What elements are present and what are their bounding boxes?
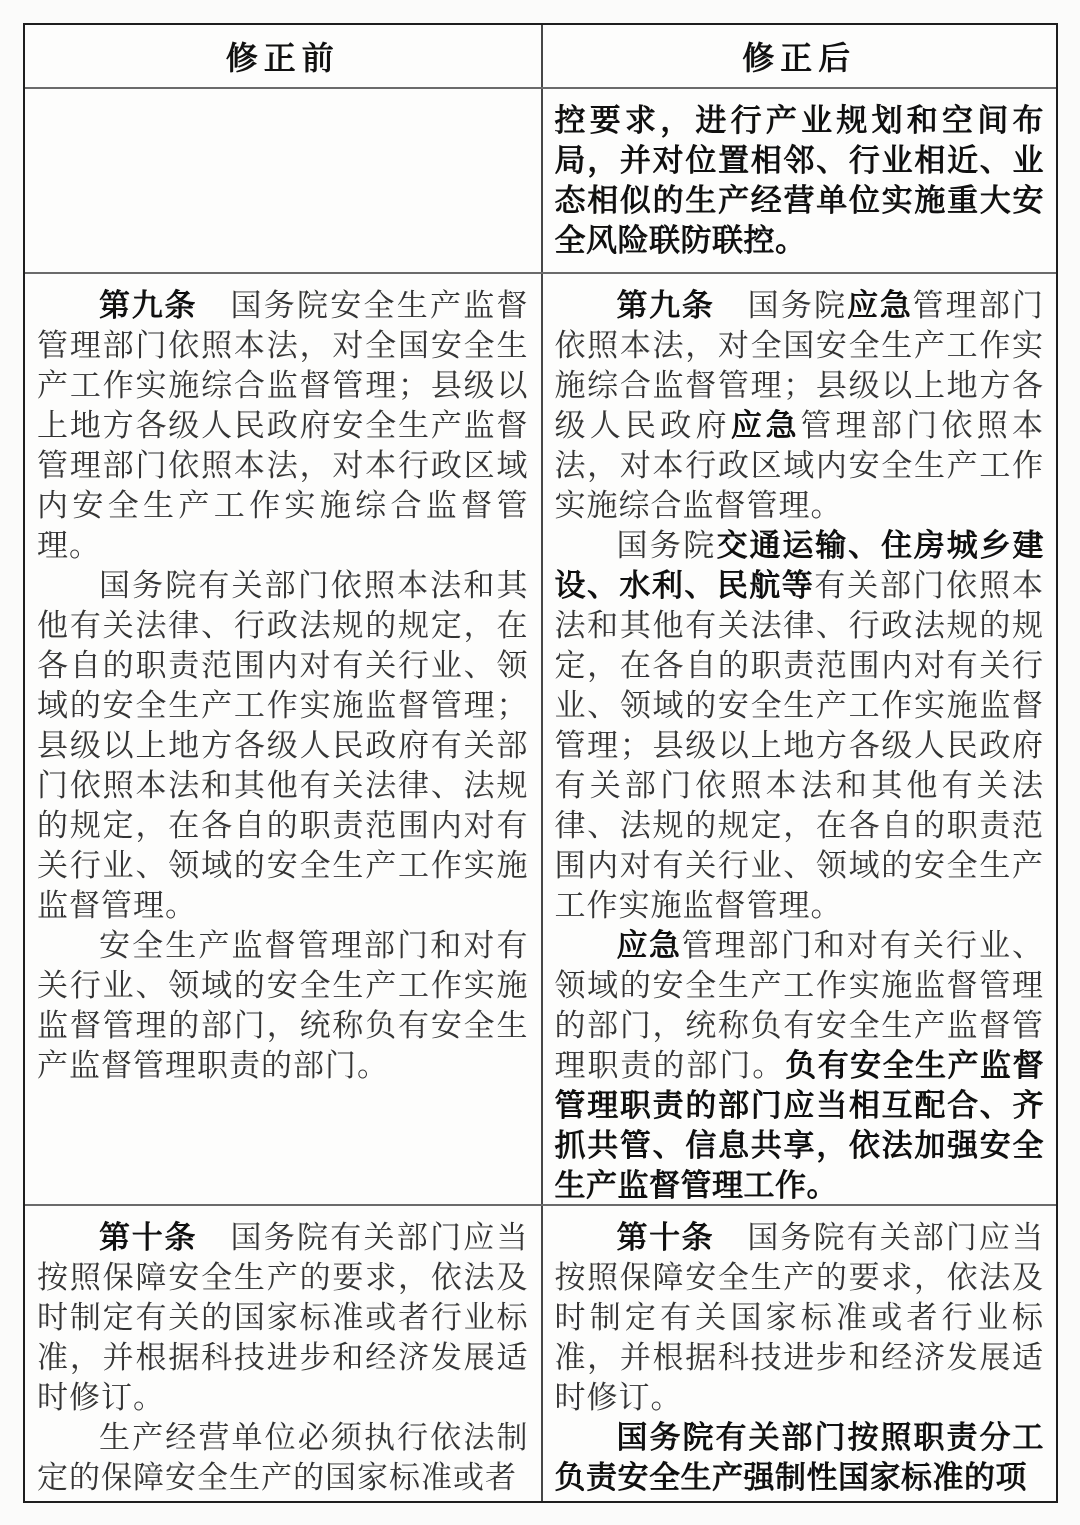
paragraph	[555, 1218, 1045, 1418]
amended-text: 应急	[616, 928, 682, 963]
body-text: 管理部门依照本法，对全国安全生产工作实施综合监督管理；县级以上地方各级人民政府	[554, 288, 1045, 443]
paragraph	[37, 286, 529, 566]
paragraph	[555, 286, 1045, 526]
paragraph	[37, 1418, 529, 1498]
amended-text: 第九条	[616, 288, 715, 323]
paragraph	[555, 526, 1045, 926]
amended-text: 国务院有关部门按照职责分工负责安全生产强制性国家标准的项	[554, 1420, 1044, 1495]
body-text: 有关部门依照本法和其他有关法律、行政法规的规定，在各自的职责范围内对有关行业、领域的安全生产工作实施监督管理；县级以上地方各级人民政府有关部门依照本法和其他有关法律、法规的规定，在各自的职责范围内对有关行业、领域的安全生产工作实施监督管理。	[554, 568, 1045, 923]
column-header-after: 修正后	[541, 25, 1057, 87]
paragraph	[555, 1418, 1045, 1498]
cell-before	[25, 89, 541, 272]
body-text: 管理部门依照本法，对本行政区域内安全生产工作实施综合监督管理。	[554, 408, 1045, 523]
body-text: 管理部门和对有关行业、领域的安全生产工作实施监督管理的部门，统称负有安全生产监督管理职责的部门。	[554, 928, 1045, 1083]
body-text: 国务院有关部门应当按照保障安全生产的要求，依法及时制定有关的国家标准或者行业标准，并根据科技进步和经济发展适时修订。	[37, 1220, 529, 1415]
table-header-row	[25, 25, 1056, 89]
amendment-comparison-table	[23, 23, 1058, 1503]
amended-text: 控要求，进行产业规划和空间布局，并对位置相邻、行业相近、业态相似的生产经营单位实施重大安全风险联防联控。	[554, 103, 1044, 258]
cell-after	[541, 274, 1057, 1204]
paragraph	[37, 566, 529, 926]
paragraph	[37, 1218, 529, 1418]
body-text: 生产经营单位必须执行依法制定的保障安全生产的国家标准或者	[37, 1420, 529, 1495]
paragraph	[37, 926, 529, 1086]
continued-paragraph	[555, 101, 1045, 261]
body-text: 国务院	[714, 288, 848, 323]
amended-text: 应急	[730, 408, 801, 443]
table-row	[25, 89, 1056, 274]
amended-text: 第十条	[99, 1220, 198, 1255]
amended-text: 第十条	[616, 1220, 715, 1255]
cell-before	[25, 1206, 541, 1501]
body-text: 国务院安全生产监督管理部门依照本法，对全国安全生产工作实施综合监督管理；县级以上地方各级人民政府安全生产监督管理部门依照本法，对本行政区域内安全生产工作实施综合监督管理。	[37, 288, 529, 563]
amended-text: 应急	[847, 288, 913, 323]
column-header-before: 修正前	[225, 40, 340, 76]
amended-text: 第九条	[99, 288, 198, 323]
amended-text: 交通运输、住房城乡建设、水利、民航等	[554, 528, 1044, 603]
cell-before	[25, 274, 541, 1204]
table-row	[25, 274, 1056, 1206]
body-text: 国务院有关部门应当按照保障安全生产的要求，依法及时制定有关国家标准或者行业标准，并根据科技进步和经济发展适时修订。	[554, 1220, 1044, 1415]
paragraph	[555, 926, 1045, 1204]
amended-text: 负有安全生产监督管理职责的部门应当相互配合、齐抓共管、信息共享，依法加强安全生产监督管理工作。	[554, 1048, 1044, 1203]
body-text: 安全生产监督管理部门和对有关行业、领域的安全生产工作实施监督管理的部门，统称负有安全生产监督管理职责的部门。	[37, 928, 529, 1083]
comparison-table-body	[25, 89, 1056, 1501]
table-row	[25, 1206, 1056, 1501]
cell-after	[541, 89, 1057, 272]
body-text: 国务院	[616, 528, 717, 563]
body-text: 国务院有关部门依照本法和其他有关法律、行政法规的规定，在各自的职责范围内对有关行业、领域的安全生产工作实施监督管理；县级以上地方各级人民政府有关部门依照本法和其他有关法律、法规的规定，在各自的职责范围内对有关行业、领域的安全生产工作实施监督管理。	[37, 568, 529, 923]
cell-after	[541, 1206, 1057, 1501]
